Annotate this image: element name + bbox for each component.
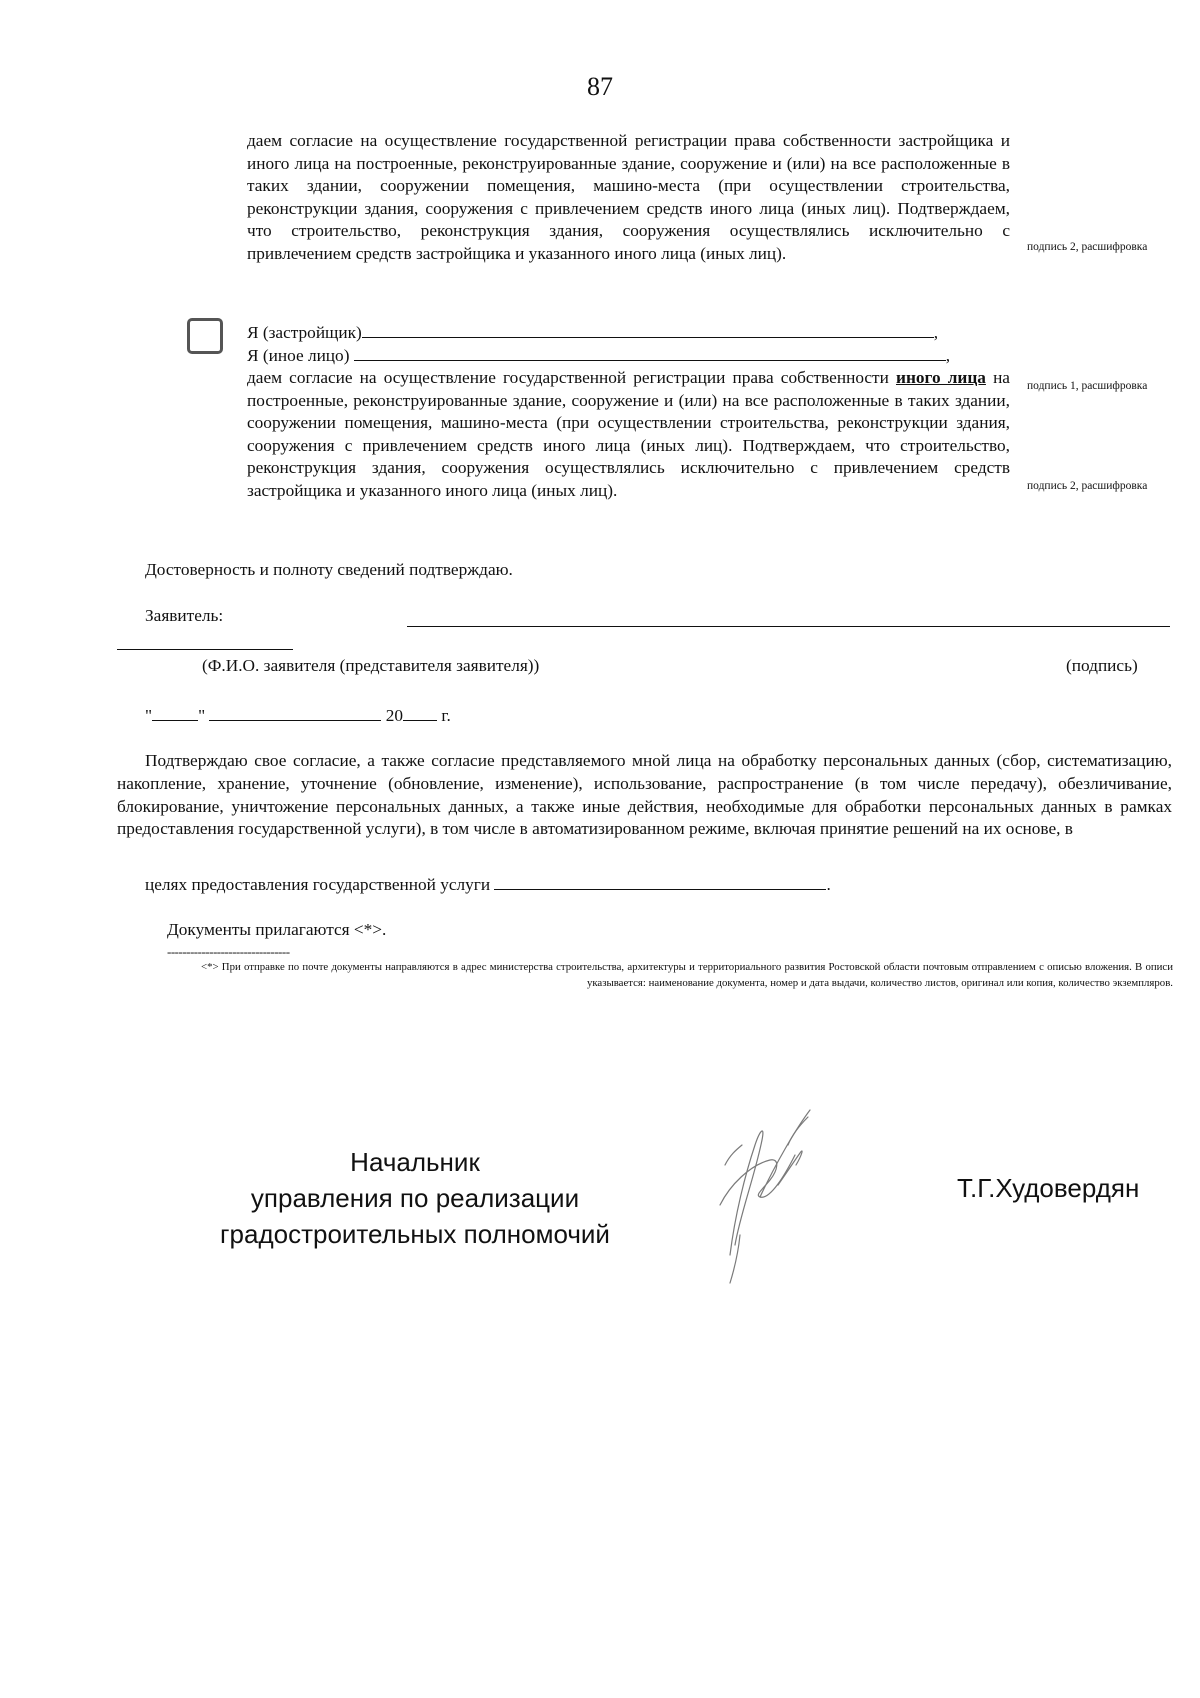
purpose-text: целях предоставления государственной услуги <box>145 875 491 894</box>
date-line <box>145 703 451 726</box>
year-suffix: г. <box>441 706 451 725</box>
comma: , <box>945 346 951 365</box>
signature-hint-2-top: подпись 2, расшифровка <box>1027 241 1148 253</box>
applicant-label: Заявитель: <box>145 606 224 625</box>
footnote-separator: -------------------------------- <box>167 944 290 959</box>
year-prefix: 20 <box>385 706 404 725</box>
service-name-field[interactable] <box>494 872 826 890</box>
personal-data-consent: Подтверждаю свое согласие, а также согласие представляемого мной лица на обработку персональных данных (сбор, систематизацию, накопление, хранение, уточнение (обновление, изменение), использование, распространение (в том числе передачу), обезличивание, блокирование, уничтожение персональных данных, а также иные действия, необходимые для обработки персональных данных в рамках предоставления государственной услуги), в том числе в автоматизированном режиме, включая принятие решений на их основе, в <box>117 751 1172 839</box>
signatory-title-line2: управления по реализации <box>250 1183 580 1213</box>
option-text-bold: иного лица <box>895 368 986 387</box>
developer-name-field[interactable] <box>362 320 934 338</box>
consent-paragraph-option <box>247 367 1010 503</box>
other-person-label: Я (иное лицо) <box>247 346 350 365</box>
option-text-after: на построенные, реконструированные здание, сооружение и (или) на все расположенные в таких здании, сооружении помещения, машино-места (при осуществлении строительства, реконструкции здания, сооружения с привлечением средств иного лица (иных лиц). Подтверждаем, что строительство, реконструкция здания, сооружения осуществлялись исключительно с привлечением средств застройщика и указанного иного лица (иных лиц). <box>247 368 1010 500</box>
day-field[interactable] <box>152 703 198 721</box>
purpose-line <box>145 872 831 895</box>
signature-caption: (подпись) <box>1066 656 1138 675</box>
page-number: 87 <box>587 72 613 101</box>
signature-hint-1: подпись 1, расшифровка <box>1027 380 1148 392</box>
applicant-signature-line[interactable] <box>407 626 1170 627</box>
year-field[interactable] <box>403 703 437 721</box>
applicant-name-line[interactable] <box>117 649 293 650</box>
quote-open: " <box>145 706 153 725</box>
signatory-title-line1: Начальник <box>350 1147 480 1177</box>
consent-paragraph-top: даем согласие на осуществление государственной регистрации права собственности застройщика и иного лица на построенные, реконструированные здание, сооружение и (или) на все расположенные в таких здании, сооружении помещения, машино-места (при осуществлении строительства, реконструкции здания, сооружения с привлечением средств иного лица (иных лиц). Подтверждаем, что строительство, реконструкция здания, сооружения осуществлялись исключительно с привлечением средств застройщика и указанного иного лица (иных лиц). <box>247 131 1010 263</box>
consent-option-checkbox[interactable] <box>187 318 223 354</box>
other-person-line <box>247 343 1010 368</box>
quote-close: " <box>198 706 206 725</box>
option-text-before: даем согласие на осуществление государственной регистрации права собственности <box>247 368 889 387</box>
signature-hint-2: подпись 2, расшифровка <box>1027 480 1148 492</box>
footnote: <*> При отправке по почте документы направляются в адрес министерства строительства, архитектуры и территориального развития Ростовской области почтовым отправлением с описью вложения. В описи указывается: наименование документа, номер и дата выдачи, количество листов, оригинал или копия, количество экземпляров. <box>201 961 1173 989</box>
handwritten-signature <box>700 1105 850 1285</box>
confirm-text: Достоверность и полноту сведений подтверждаю. <box>145 560 513 579</box>
signatory-title <box>210 1144 620 1252</box>
month-field[interactable] <box>209 703 381 721</box>
documents-attached: Документы прилагаются <*>. <box>167 920 387 939</box>
other-person-name-field[interactable] <box>354 343 946 361</box>
signatory-title-line3: градостроительных полномочий <box>220 1219 610 1249</box>
comma: , <box>933 323 939 342</box>
developer-label: Я (застройщик) <box>247 323 362 342</box>
signatory-name: Т.Г.Худовердян <box>957 1173 1140 1203</box>
fio-caption: (Ф.И.О. заявителя (представителя заявителя)) <box>202 656 540 675</box>
period: . <box>826 875 831 894</box>
developer-line <box>247 320 1010 345</box>
